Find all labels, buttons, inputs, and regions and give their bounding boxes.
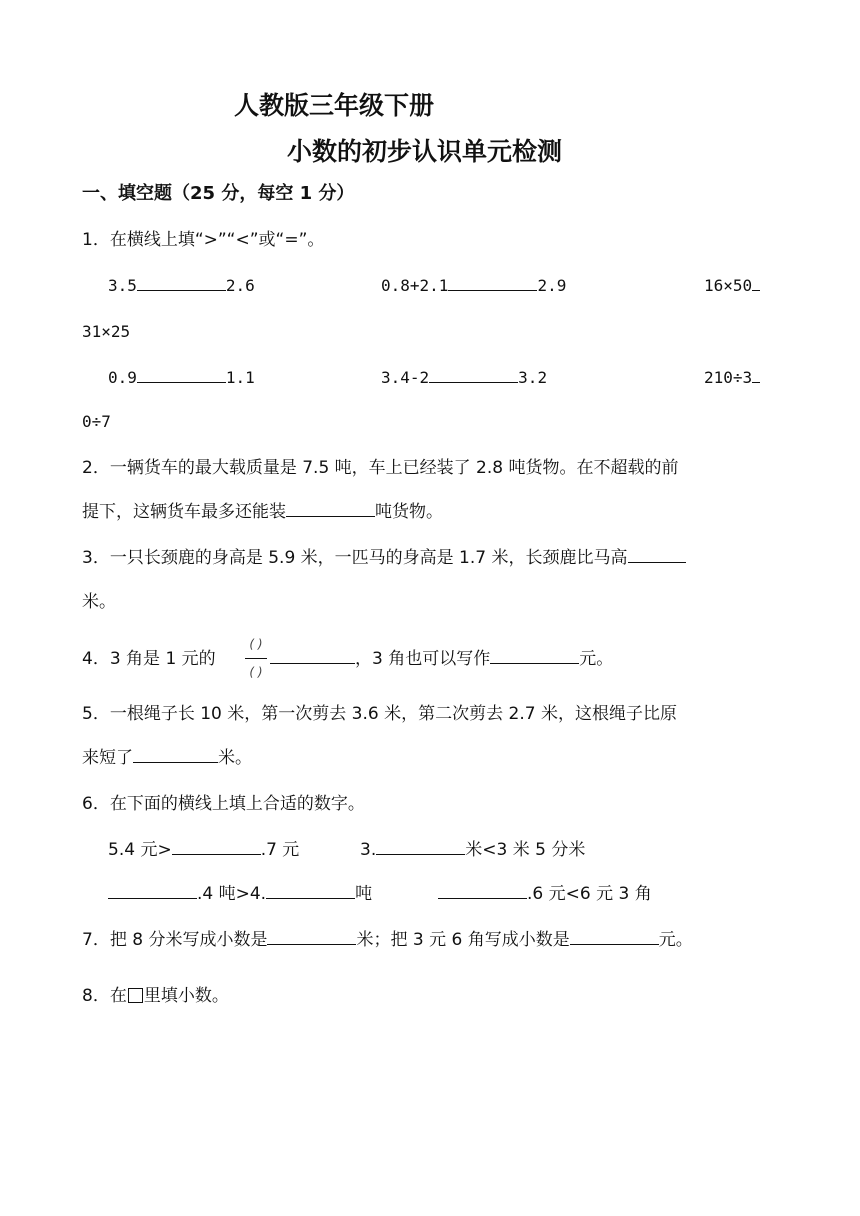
answer-blank[interactable] bbox=[628, 546, 686, 563]
q1-item-f-continued: 0÷7 bbox=[82, 412, 111, 431]
q1-item-d-left: 0.9 bbox=[108, 368, 137, 387]
question-7 bbox=[82, 928, 693, 952]
fraction-placeholder bbox=[243, 637, 269, 681]
fraction-numerator: ( ) bbox=[249, 637, 263, 651]
q1-item-e bbox=[381, 366, 547, 390]
q6-item-a bbox=[108, 838, 299, 862]
question-6-prompt: 6．在下面的横线上填上合适的数字。 bbox=[82, 794, 365, 814]
q1-item-c bbox=[704, 274, 760, 298]
q5-text-pre: 来短了 bbox=[82, 748, 133, 768]
q7-text-pre: 7．把 8 分米写成小数是 bbox=[82, 930, 268, 950]
q6-item-b-post: 米<3 米 5 分米 bbox=[465, 840, 586, 860]
answer-blank[interactable] bbox=[266, 882, 355, 899]
q1-item-e-left: 3.4-2 bbox=[381, 368, 430, 387]
answer-blank[interactable] bbox=[133, 746, 218, 763]
q4-text-mid: ，3 角也可以写作 bbox=[355, 649, 491, 669]
q1-item-a-right: 2.6 bbox=[225, 276, 255, 295]
answer-blank[interactable] bbox=[570, 928, 659, 945]
answer-blank[interactable] bbox=[137, 366, 226, 383]
answer-blank[interactable] bbox=[172, 838, 261, 855]
q5-text-post: 米。 bbox=[218, 748, 252, 768]
answer-blank[interactable] bbox=[270, 647, 355, 664]
answer-blank[interactable] bbox=[286, 500, 375, 517]
q1-item-f bbox=[704, 366, 760, 390]
question-4-cont bbox=[270, 647, 613, 671]
title-line-1: 人教版三年级下册 bbox=[234, 91, 435, 120]
q4-text-pre: 4．3 角是 1 元的 bbox=[82, 649, 216, 669]
square-box-icon bbox=[128, 988, 143, 1003]
q6-item-c bbox=[108, 882, 372, 906]
q8-text-pre: 8．在 bbox=[82, 986, 127, 1006]
question-5-line-2 bbox=[82, 746, 252, 770]
answer-blank[interactable] bbox=[267, 928, 356, 945]
q6-item-a-pre: 5.4 元> bbox=[108, 840, 172, 860]
answer-blank[interactable] bbox=[429, 366, 518, 383]
q6-item-d bbox=[438, 882, 652, 906]
answer-blank[interactable] bbox=[376, 838, 465, 855]
q1-item-b-right: 2.9 bbox=[537, 276, 567, 295]
q1-item-c-left: 16×50 bbox=[704, 276, 753, 295]
q1-item-d-right: 1.1 bbox=[225, 368, 255, 387]
q6-item-b-pre: 3. bbox=[360, 840, 377, 860]
question-3-line-2: 米。 bbox=[82, 592, 116, 612]
q3-text: 3．一只长颈鹿的身高是 5.9 米，一匹马的身高是 1.7 米，长颈鹿比马高 bbox=[82, 548, 628, 568]
section-1-heading: 一、填空题（25 分，每空 1 分） bbox=[82, 183, 355, 204]
q6-item-d-post: .6 元<6 元 3 角 bbox=[527, 884, 652, 904]
fraction-denominator: ( ) bbox=[249, 665, 263, 679]
answer-blank[interactable] bbox=[448, 274, 537, 291]
q1-item-b-left: 0.8+2.1 bbox=[381, 276, 449, 295]
fraction-bar bbox=[245, 658, 267, 659]
question-1-prompt: 1．在横线上填“>”“<”或“=”。 bbox=[82, 230, 325, 250]
q6-item-c-post: 吨 bbox=[355, 884, 373, 904]
answer-blank[interactable] bbox=[490, 647, 579, 664]
q4-text-post: 元。 bbox=[579, 649, 614, 669]
q2-text-post: 吨货物。 bbox=[375, 502, 443, 522]
question-3-line-1 bbox=[82, 546, 686, 570]
q1-item-f-left: 210÷3 bbox=[704, 368, 753, 387]
q1-item-a bbox=[108, 274, 255, 298]
q6-item-c-mid: .4 吨>4. bbox=[197, 884, 267, 904]
q6-item-b bbox=[360, 838, 585, 862]
answer-blank[interactable] bbox=[438, 882, 527, 899]
answer-blank[interactable] bbox=[108, 882, 197, 899]
q7-text-mid: 米；把 3 元 6 角写成小数是 bbox=[356, 930, 570, 950]
q1-item-d bbox=[108, 366, 255, 390]
answer-blank[interactable] bbox=[752, 274, 760, 291]
q1-item-a-left: 3.5 bbox=[108, 276, 137, 295]
question-2-line-1: 2．一辆货车的最大载质量是 7.5 吨，车上已经装了 2.8 吨货物。在不超载的前 bbox=[82, 458, 679, 478]
q2-text-pre: 提下，这辆货车最多还能装 bbox=[82, 502, 286, 522]
q7-text-post: 元。 bbox=[658, 930, 693, 950]
q6-item-a-post: .7 元 bbox=[260, 840, 300, 860]
answer-blank[interactable] bbox=[137, 274, 226, 291]
question-4 bbox=[82, 647, 216, 671]
q1-item-b bbox=[381, 274, 566, 298]
q8-text-post: 里填小数。 bbox=[143, 986, 229, 1006]
q1-item-e-right: 3.2 bbox=[518, 368, 548, 387]
question-2-line-2 bbox=[82, 500, 443, 524]
answer-blank[interactable] bbox=[752, 366, 760, 383]
q1-item-c-continued: 31×25 bbox=[82, 322, 131, 341]
title-line-2: 小数的初步认识单元检测 bbox=[287, 137, 563, 166]
question-5-line-1: 5．一根绳子长 10 米，第一次剪去 3.6 米，第二次剪去 2.7 米，这根绳子比原 bbox=[82, 704, 677, 724]
question-8 bbox=[82, 984, 229, 1008]
